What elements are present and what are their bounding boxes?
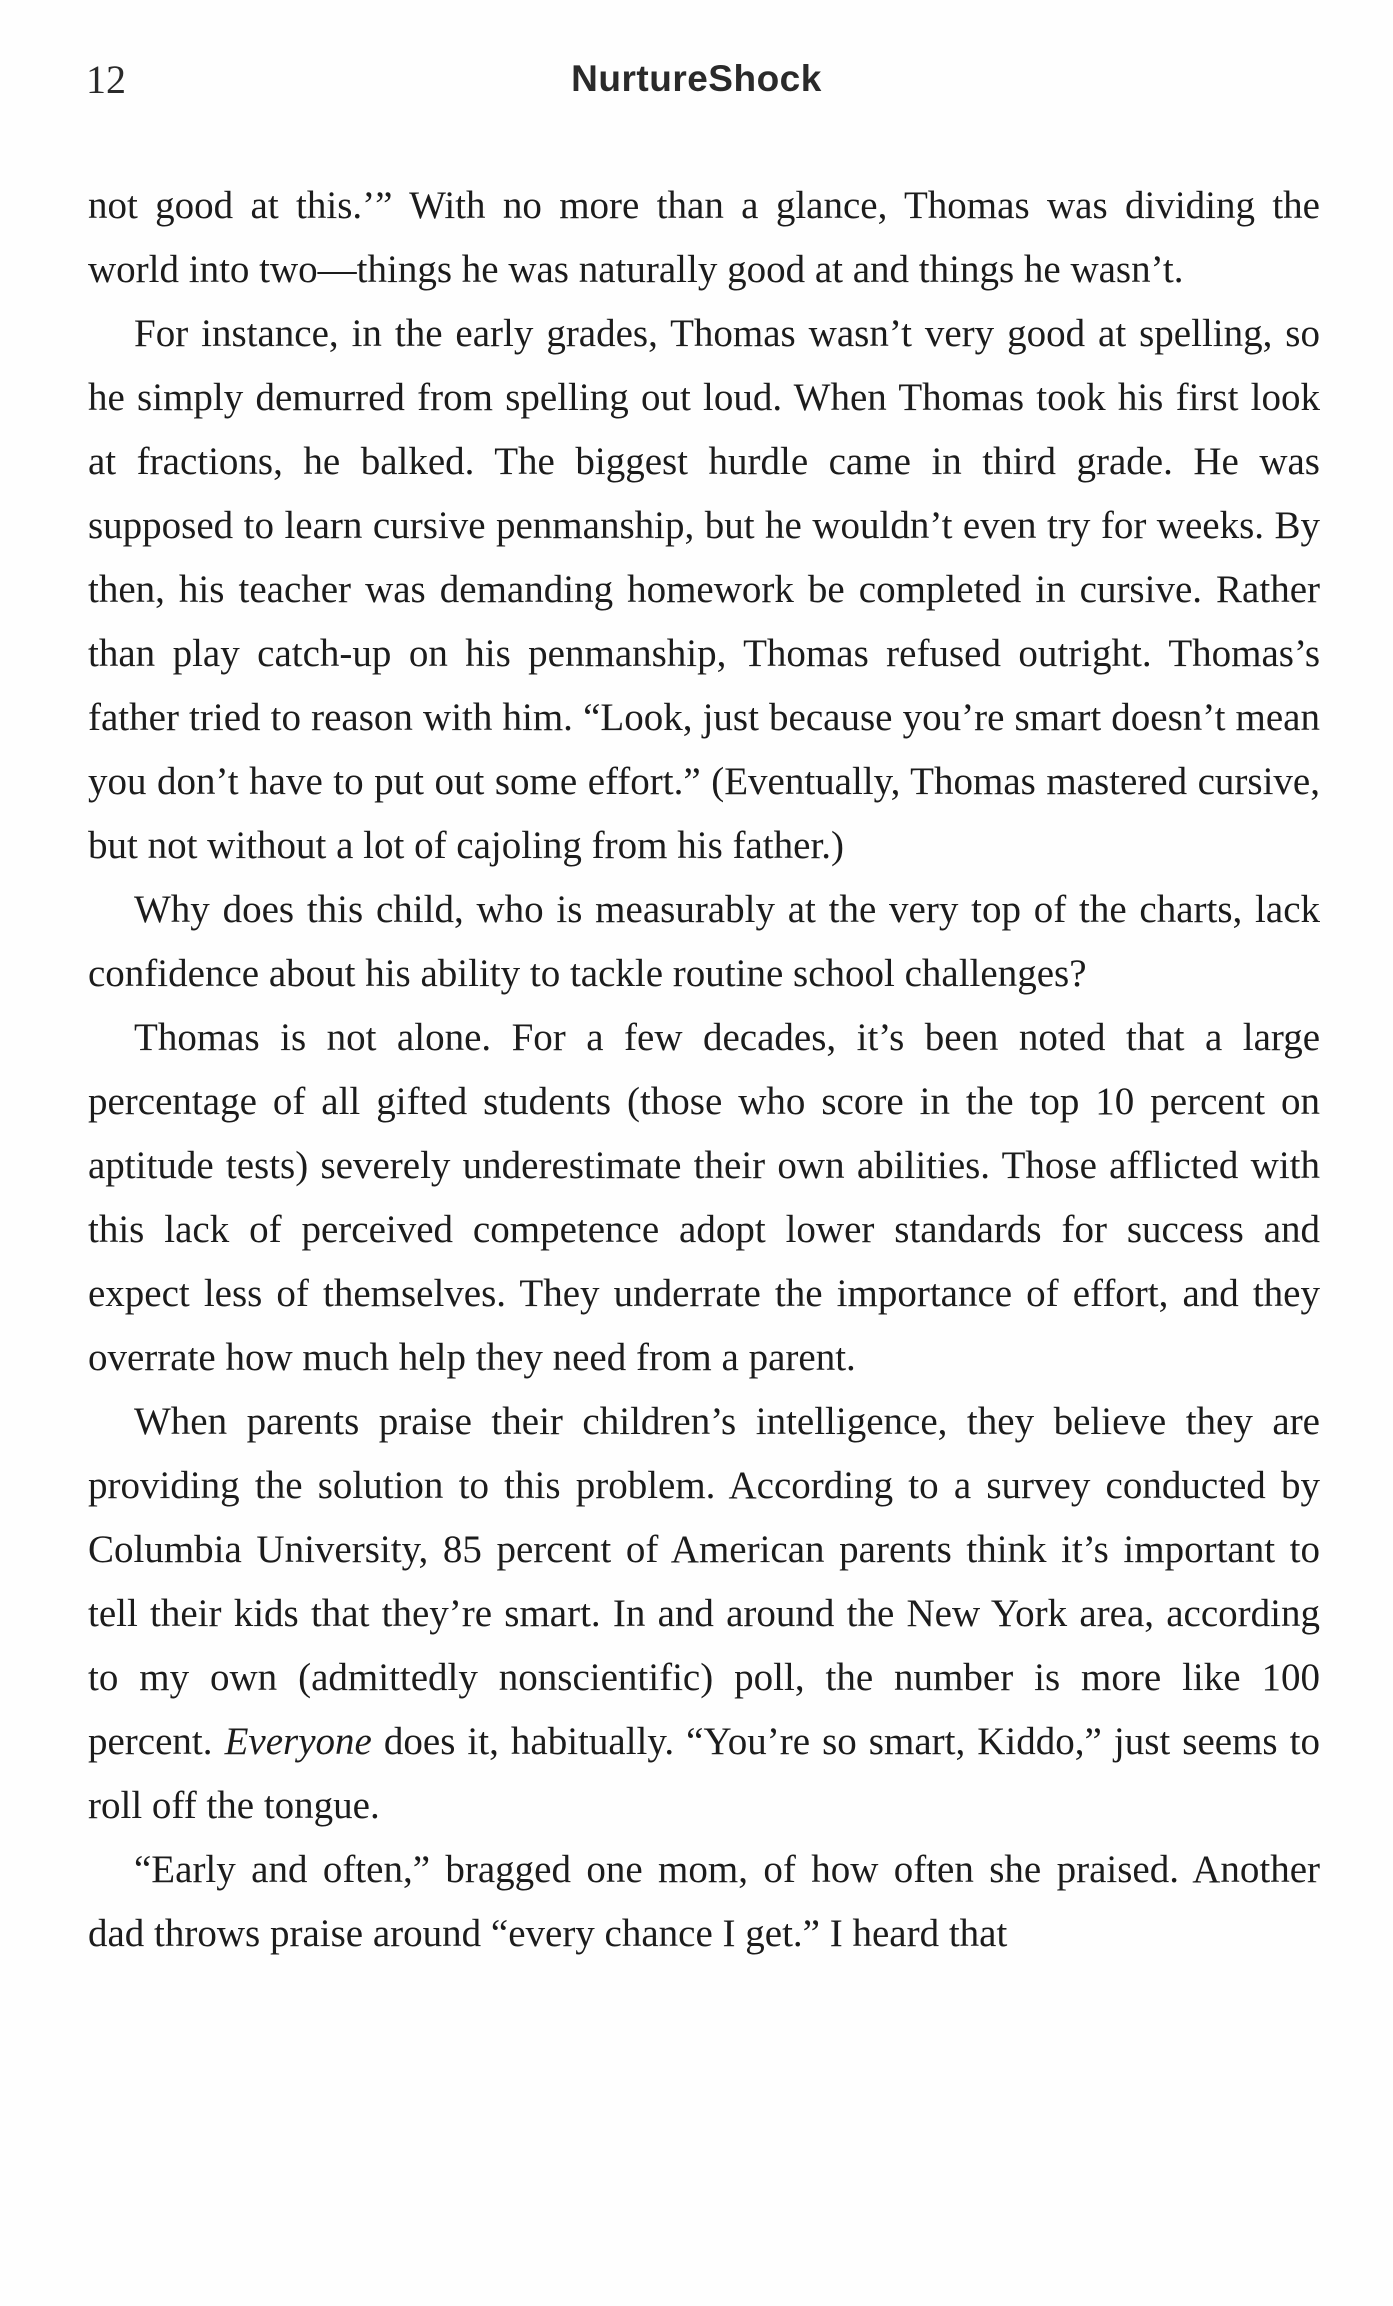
paragraph-5-tail: does it, habitually. “You’re so smart, Kiddo,” just seems to roll off the tongue. (88, 1720, 1320, 1827)
paragraph-4: Thomas is not alone. For a few decades, it’s been noted that a large percentage of all gifted students (those who score in the top 10 percent on aptitude tests) severely underestimate their own abilities. Those afflicted with this lack of perceived competence adopt lower standards for success and expect less of themselves. They underrate the importance of effort, and they overrate how much help they need from a parent. (88, 1016, 1320, 1379)
paragraph-3: Why does this child, who is measurably at the very top of the charts, lack confidence about his ability to tackle routine school challenges? (88, 888, 1320, 995)
paragraph-5 (88, 1390, 1320, 1838)
paragraph-5-lead: When parents praise their children’s intelligence, they believe they are providing the solution to this problem. According to a survey conducted by Columbia University, 85 percent of American parents think it’s important to tell their kids that they’re smart. In and around the New York area, according to my own (admittedly nonscientific) poll, the number is more like 100 percent. (88, 1400, 1320, 1763)
paragraph-5-emphasis: Everyone (224, 1720, 372, 1763)
page-number: 12 (86, 57, 126, 102)
paragraph-1: not good at this.’” With no more than a glance, Thomas was dividing the world into two—things he was naturally good at and things he wasn’t. (88, 184, 1320, 291)
running-head-title: NurtureShock (571, 58, 822, 99)
body-text (88, 174, 1320, 1966)
paragraph-6: “Early and often,” bragged one mom, of how often she praised. Another dad throws praise around “every chance I get.” I heard that (88, 1848, 1320, 1955)
paragraph-2: For instance, in the early grades, Thomas wasn’t very good at spelling, so he simply demurred from spelling out loud. When Thomas took his first look at fractions, he balked. The biggest hurdle came in third grade. He was supposed to learn cursive penmanship, but he wouldn’t even try for weeks. By then, his teacher was demanding homework be completed in cursive. Rather than play catch-up on his penmanship, Thomas refused outright. Thomas’s father tried to reason with him. “Look, just because you’re smart doesn’t mean you don’t have to put out some effort.” (Eventually, Thomas mastered cursive, but not without a lot of cajoling from his father.) (88, 312, 1320, 867)
